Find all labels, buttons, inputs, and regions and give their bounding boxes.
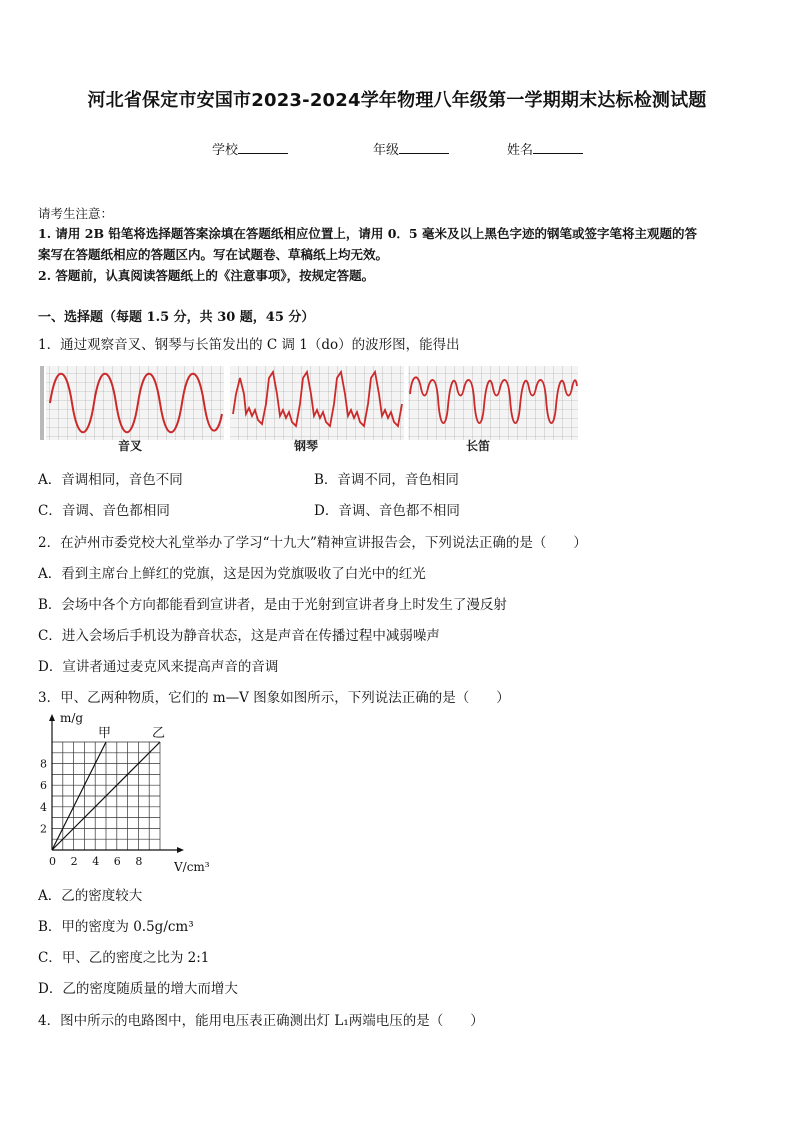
series-label-1: 乙 xyxy=(152,726,166,741)
x-axis-label: V/cm³ xyxy=(174,860,210,874)
x-tick-label: 6 xyxy=(113,855,121,868)
piano-panel xyxy=(230,366,404,440)
y-tick-label: 2 xyxy=(40,822,47,836)
q2-option-c[interactable]: C．进入会场后手机设为静音状态，这是声音在传播过程中减弱噪声 xyxy=(38,628,440,644)
y-axis-label: m/g xyxy=(60,712,84,725)
label-flute: 长笛 xyxy=(466,439,491,452)
x-tick-label: 8 xyxy=(135,855,143,868)
y-tick-label: 4 xyxy=(40,800,47,814)
q4-stem: 4．图中所示的电路图中，能用电压表正确测出灯 L₁两端电压的是（ ） xyxy=(38,1013,484,1029)
x-tick-label: 0 xyxy=(49,855,56,868)
y-tick-label: 6 xyxy=(40,779,47,793)
q2-stem: 2．在泸州市委党校大礼堂举办了学习“十九大”精神宣讲报告会，下列说法正确的是（ ） xyxy=(38,535,587,551)
q1-option-c[interactable]: C．音调、音色都相同 xyxy=(38,503,170,519)
page-title: 河北省保定市安国市2023-2024学年物理八年级第一学期期末达标检测试题 xyxy=(87,90,707,111)
name-field xyxy=(507,139,583,158)
x-tick-label: 2 xyxy=(70,855,78,868)
q3-option-a[interactable]: A．乙的密度较大 xyxy=(38,888,143,904)
q3-option-c[interactable]: C．甲、乙的密度之比为 2:1 xyxy=(38,950,210,966)
y-axis-arrow xyxy=(49,714,55,721)
school-label: 学校 xyxy=(212,143,239,158)
q2-option-d[interactable]: D．宣讲者通过麦克风来提高声音的音调 xyxy=(38,659,279,675)
q2-option-b[interactable]: B．会场中各个方向都能看到宣讲者，是由于光射到宣讲者身上时发生了漫反射 xyxy=(38,597,507,613)
x-tick-label: 4 xyxy=(92,855,100,868)
q3-stem: 3．甲、乙两种物质，它们的 m—V 图象如图所示，下列说法正确的是（ ） xyxy=(38,690,510,706)
flute-panel xyxy=(408,366,578,440)
school-blank[interactable] xyxy=(238,141,288,154)
notice-item-2: 2. 答题前，认真阅读答题纸上的《注意事项》，按规定答题。 xyxy=(38,268,375,283)
q3-option-b[interactable]: B．甲的密度为 0.5g/cm³ xyxy=(38,919,194,935)
notice-item-1-line-2: 案写在答题纸相应的答题区内。写在试题卷、草稿纸上均无效。 xyxy=(38,247,389,262)
grade-label: 年级 xyxy=(373,143,400,158)
q1-option-b[interactable]: B．音调不同，音色相同 xyxy=(314,472,459,488)
series-label-0: 甲 xyxy=(98,726,112,741)
q3-mv-graph xyxy=(34,712,224,874)
label-piano: 钢琴 xyxy=(294,439,319,452)
tuning-fork-panel xyxy=(40,366,224,440)
q3-option-d[interactable]: D．乙的密度随质量的增大而增大 xyxy=(38,981,238,997)
name-label: 姓名 xyxy=(507,143,534,158)
q2-option-a[interactable]: A．看到主席台上鲜红的党旗，这是因为党旗吸收了白光中的红光 xyxy=(38,566,426,582)
notice-heading: 请考生注意： xyxy=(38,206,114,221)
grade-field xyxy=(373,139,449,158)
label-tuning-fork: 音叉 xyxy=(118,439,143,452)
q1-option-a[interactable]: A．音调相同，音色不同 xyxy=(38,472,183,488)
q1-waveform-figure xyxy=(40,364,580,452)
grade-blank[interactable] xyxy=(399,141,449,154)
section-heading: 一、选择题（每题 1.5 分，共 30 题，45 分） xyxy=(38,310,315,325)
q1-option-d[interactable]: D．音调、音色都不相同 xyxy=(314,503,460,519)
q1-stem: 1．通过观察音叉、钢琴与长笛发出的 C 调 1（do）的波形图，能得出 xyxy=(38,337,460,353)
notice-item-1-line-1: 1. 请用 2B 铅笔将选择题答案涂填在答题纸相应位置上，请用 0．5 毫米及以上黑色字迹的钢笔或签字笔将主观题的答 xyxy=(38,226,697,241)
y-tick-label: 8 xyxy=(40,757,47,771)
school-field xyxy=(212,139,288,158)
x-axis-arrow xyxy=(177,847,184,853)
name-blank[interactable] xyxy=(533,141,583,154)
